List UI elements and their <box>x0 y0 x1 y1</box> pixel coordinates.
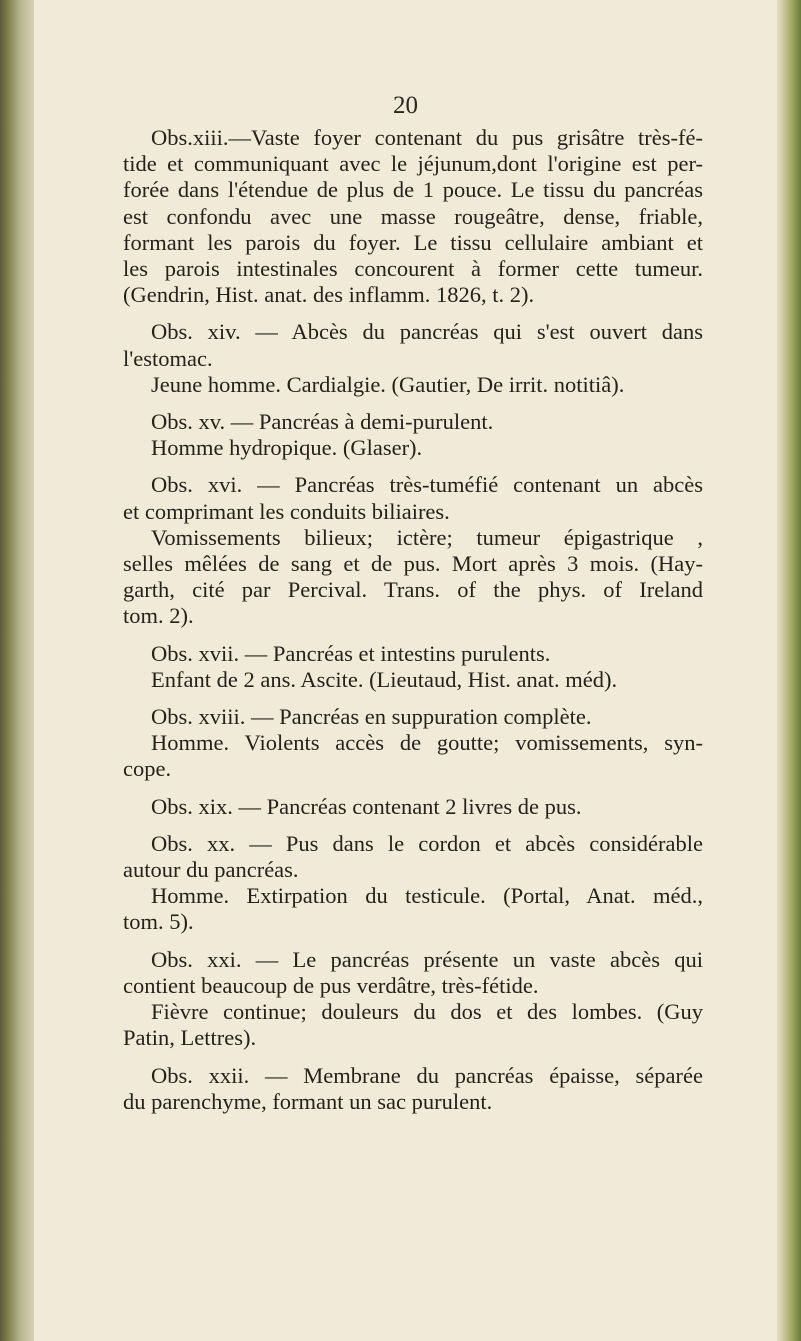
binding-shadow-left <box>0 0 34 1341</box>
text-line: (Gendrin, Hist. anat. des inflamm. 1826, t. 2). <box>123 282 535 308</box>
observations-text <box>123 125 703 1126</box>
text-line: Obs. xxi. — Le pancréas présente un vaste abcès qui <box>151 946 703 972</box>
text-line: Obs. xxii. — Membrane du pancréas épaisse, séparée <box>151 1062 703 1088</box>
text-line: selles mêlées de sang et de pus. Mort après 3 mois. (Hay- <box>123 551 703 577</box>
text-line: est confondu avec une masse rougeâtre, dense, friable, <box>123 203 703 229</box>
text-line: Fièvre continue; douleurs du dos et des lombes. (Guy <box>151 999 703 1025</box>
text-line: tom. 5). <box>123 909 194 935</box>
observation-13 <box>123 125 703 308</box>
text-line: Obs. xvii. — Pancréas et intestins purulents. <box>151 640 551 666</box>
observation-21 <box>123 947 703 1052</box>
text-line: cope. <box>123 756 172 782</box>
text-line: Obs. xix. — Pancréas contenant 2 livres de pus. <box>151 793 582 819</box>
text-line: Vomissements bilieux; ictère; tumeur épigastrique , <box>151 524 703 550</box>
text-line: Obs. xviii. — Pancréas en suppuration complète. <box>151 704 592 730</box>
text-line: Obs. xv. — Pancréas à demi-purulent. <box>151 409 494 435</box>
text-line: Obs. xvi. — Pancréas très-tuméfié contenant un abcès <box>151 472 703 498</box>
observation-16 <box>123 472 703 629</box>
observation-20 <box>123 831 703 936</box>
book-page <box>34 0 777 1341</box>
text-line: Obs. xiv. — Abcès du pancréas qui s'est ouvert dans <box>151 319 703 345</box>
page-number: 20 <box>393 92 418 119</box>
observation-14 <box>123 319 703 398</box>
text-line: l'estomac. <box>123 345 213 371</box>
observation-19 <box>123 794 703 820</box>
text-line: Patin, Lettres). <box>123 1025 257 1051</box>
text-line: Homme hydropique. (Glaser). <box>151 435 423 461</box>
page-edge-right <box>777 0 801 1341</box>
text-line: et comprimant les conduits biliaires. <box>123 498 450 524</box>
text-line: Enfant de 2 ans. Ascite. (Lieutaud, Hist. anat. méd). <box>151 666 618 692</box>
text-line: Obs.xiii.—Vaste foyer contenant du pus grisâtre très-fé- <box>151 125 703 150</box>
text-line: garth, cité par Percival. Trans. of the phys. of Ireland <box>123 577 703 603</box>
text-line: tide et communiquant avec le jéjunum,dont l'origine est per- <box>123 151 703 177</box>
text-line: les parois intestinales concourent à former cette tumeur. <box>123 256 703 282</box>
text-line: Homme. Extirpation du testicule. (Portal, Anat. méd., <box>151 883 703 909</box>
text-line: tom. 2). <box>123 603 194 629</box>
text-line: du parenchyme, formant un sac purulent. <box>123 1088 493 1114</box>
observation-18 <box>123 704 703 783</box>
text-line: autour du pancréas. <box>123 857 299 883</box>
text-line: forée dans l'étendue de plus de 1 pouce. Le tissu du pancréas <box>123 177 703 203</box>
observation-17 <box>123 641 703 693</box>
text-line: Obs. xx. — Pus dans le cordon et abcès considérable <box>151 830 703 856</box>
observation-22 <box>123 1063 703 1115</box>
text-line: contient beaucoup de pus verdâtre, très-fétide. <box>123 972 539 998</box>
text-line: formant les parois du foyer. Le tissu cellulaire ambiant et <box>123 229 703 255</box>
observation-15 <box>123 409 703 461</box>
text-line: Homme. Violents accès de goutte; vomissements, syn- <box>151 730 703 756</box>
text-line: Jeune homme. Cardialgie. (Gautier, De irrit. notitiâ). <box>151 371 625 397</box>
